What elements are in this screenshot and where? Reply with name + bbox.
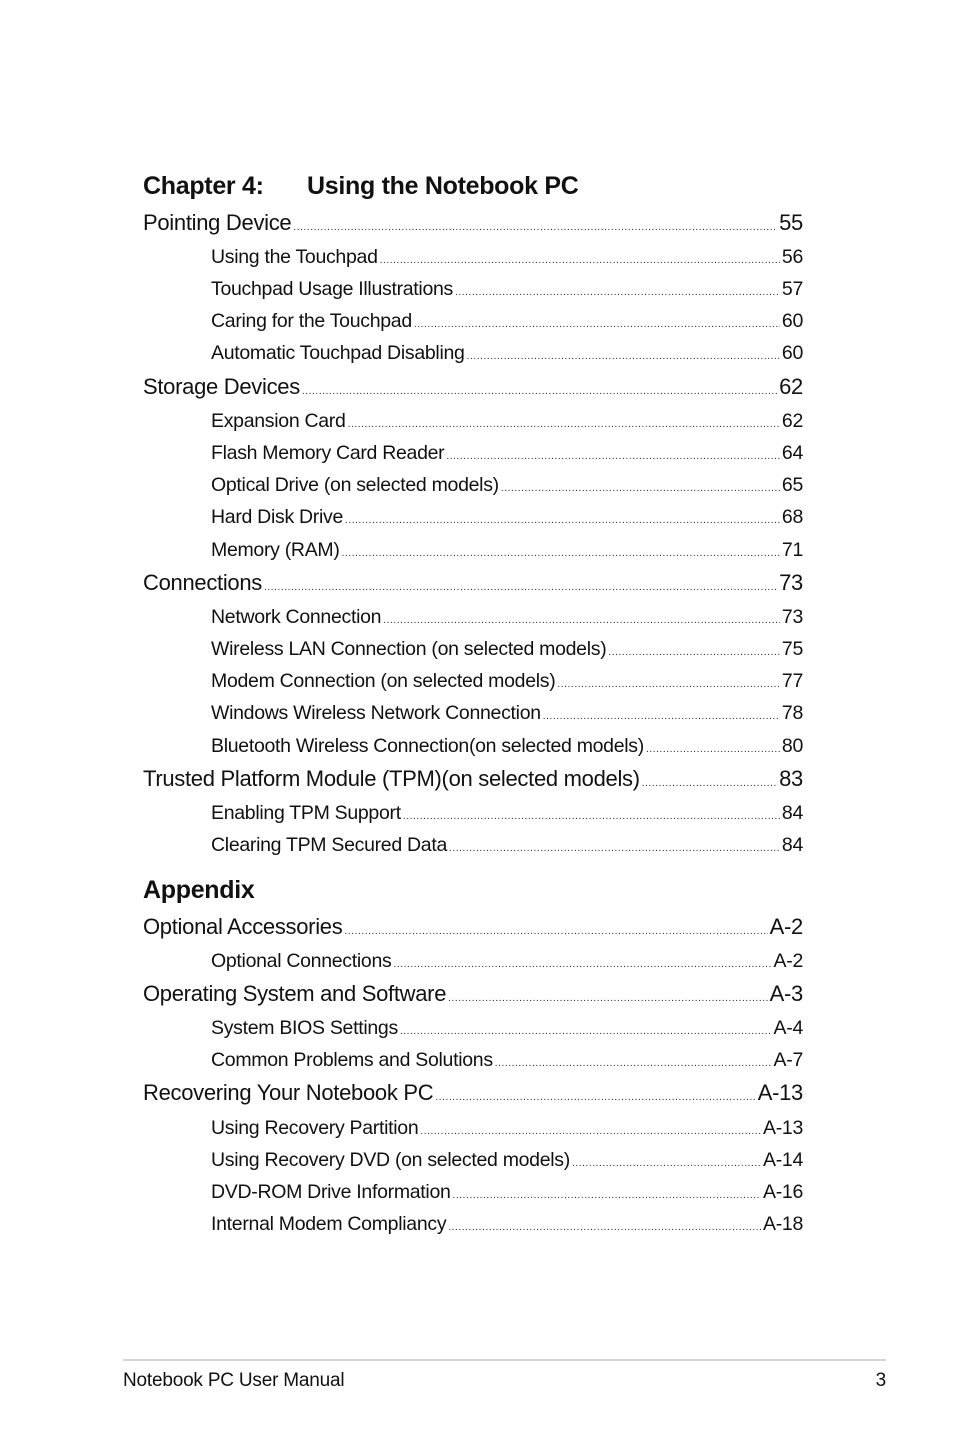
toc-subentry[interactable]	[211, 1146, 803, 1174]
toc-subentry[interactable]	[211, 831, 803, 859]
dot-leader	[501, 475, 780, 503]
dot-leader	[383, 607, 780, 635]
toc-entry-page: A-4	[773, 1017, 803, 1039]
toc-entry-page: 60	[781, 310, 803, 332]
toc-entry-page: A-2	[773, 950, 803, 972]
dot-leader	[420, 1118, 761, 1146]
dot-leader	[448, 1214, 761, 1242]
toc-entry-page: A-3	[769, 981, 803, 1006]
toc-entry-page: 78	[781, 702, 803, 724]
dot-leader	[302, 377, 777, 407]
dot-leader	[495, 1050, 772, 1078]
toc-entry-title: Common Problems and Solutions	[211, 1049, 493, 1071]
toc-entry-title: Using Recovery DVD (on selected models)	[211, 1149, 570, 1171]
toc-entry[interactable]	[143, 764, 803, 794]
toc-entry-page: 80	[781, 735, 803, 757]
toc-subentry[interactable]	[211, 1046, 803, 1074]
chapter-title: Using the Notebook PC	[307, 172, 579, 200]
toc-entry-title: Optional Connections	[211, 950, 392, 972]
toc-entry-title: Internal Modem Compliancy	[211, 1213, 447, 1235]
toc-entry-page: A-13	[757, 1080, 803, 1105]
toc-subentry[interactable]	[211, 799, 803, 827]
toc-entry-page: 71	[781, 539, 803, 561]
chapter-heading	[143, 172, 578, 201]
toc-entry-title: Connections	[143, 570, 262, 595]
dot-leader	[400, 1018, 772, 1046]
dot-leader	[455, 279, 780, 307]
toc-entry-page: 56	[781, 246, 803, 268]
dot-leader	[642, 769, 777, 799]
toc-subentry[interactable]	[211, 947, 803, 975]
toc-entry-page: A-7	[773, 1049, 803, 1071]
footer-page-number: 3	[875, 1370, 886, 1391]
toc-entry-title: Optical Drive (on selected models)	[211, 474, 499, 496]
toc-subentry[interactable]	[211, 699, 803, 727]
toc-entry-title: Enabling TPM Support	[211, 802, 401, 824]
dot-leader	[380, 247, 780, 275]
toc-entry-title: Caring for the Touchpad	[211, 310, 412, 332]
toc-subentry[interactable]	[211, 635, 803, 663]
dot-leader	[608, 639, 780, 667]
toc-entry[interactable]	[143, 912, 803, 942]
dot-leader	[414, 311, 780, 339]
toc-subentry[interactable]	[211, 407, 803, 435]
toc-entry-page: A-16	[763, 1181, 803, 1203]
toc-subentry[interactable]	[211, 667, 803, 695]
toc-entry-page: 62	[781, 410, 803, 432]
appendix-title: Appendix	[143, 876, 255, 904]
toc-entry-title: Optional Accessories	[143, 914, 343, 939]
toc-subentry[interactable]	[211, 275, 803, 303]
toc-subentry[interactable]	[211, 536, 803, 564]
toc-entry-page: 83	[779, 766, 803, 791]
toc-entry-page: 62	[779, 374, 803, 399]
toc-entry-page: 73	[779, 570, 803, 595]
dot-leader	[449, 835, 780, 863]
toc-entry-title: Wireless LAN Connection (on selected models)	[211, 638, 607, 660]
dot-leader	[403, 803, 780, 831]
toc-entry-page: 60	[781, 342, 803, 364]
dot-leader	[264, 573, 777, 603]
dot-leader	[446, 443, 780, 471]
toc-entry-page: 55	[779, 210, 803, 235]
toc-entry-page: A-18	[763, 1213, 803, 1235]
toc-entry-page: 65	[781, 474, 803, 496]
toc-entry-title: Using Recovery Partition	[211, 1117, 419, 1139]
dot-leader	[345, 507, 780, 535]
toc-entry-page: 75	[781, 638, 803, 660]
dot-leader	[293, 213, 777, 243]
toc-subentry[interactable]	[211, 307, 803, 335]
dot-leader	[448, 984, 768, 1014]
toc-entry-title: Memory (RAM)	[211, 539, 340, 561]
toc-entry-title: Clearing TPM Secured Data	[211, 834, 448, 856]
toc-entry-title: Automatic Touchpad Disabling	[211, 342, 465, 364]
toc-entry-title: Bluetooth Wireless Connection(on selected models)	[211, 735, 644, 757]
toc-subentry[interactable]	[211, 1014, 803, 1042]
toc-entry-title: Trusted Platform Module (TPM)(on selected models)	[143, 766, 640, 791]
toc-entry-page: 84	[781, 834, 803, 856]
toc-entry[interactable]	[143, 372, 803, 402]
dot-leader	[393, 951, 771, 979]
dot-leader	[453, 1182, 761, 1210]
toc-entry-page: 57	[781, 278, 803, 300]
toc-entry-title: Expansion Card	[211, 410, 346, 432]
dot-leader	[557, 671, 779, 699]
toc-entry-title: Storage Devices	[143, 374, 300, 399]
toc-subentry[interactable]	[211, 339, 803, 367]
toc-entry[interactable]	[143, 979, 803, 1009]
footer-divider	[123, 1359, 886, 1361]
chapter-number: Chapter 4:	[143, 172, 264, 200]
dot-leader	[572, 1150, 761, 1178]
toc-entry-title: Pointing Device	[143, 210, 292, 235]
toc-subentry[interactable]	[211, 243, 803, 271]
appendix-heading	[143, 876, 255, 905]
toc-entry-title: Network Connection	[211, 606, 382, 628]
toc-entry[interactable]	[143, 568, 803, 598]
toc-subentry[interactable]	[211, 732, 803, 760]
toc-entry-page: A-2	[769, 914, 803, 939]
footer-manual-title: Notebook PC User Manual	[123, 1370, 345, 1391]
dot-leader	[646, 736, 780, 764]
toc-subentry[interactable]	[211, 439, 803, 467]
dot-leader	[467, 343, 780, 371]
toc-entry-page: 73	[781, 606, 803, 628]
toc-entry-page: 64	[781, 442, 803, 464]
toc-entry-title: Operating System and Software	[143, 981, 447, 1006]
toc-subentry[interactable]	[211, 503, 803, 531]
toc-entry-title: Modem Connection (on selected models)	[211, 670, 556, 692]
toc-subentry[interactable]	[211, 603, 803, 631]
dot-leader	[543, 703, 780, 731]
toc-entry-title: Using the Touchpad	[211, 246, 378, 268]
toc-entry-page: 68	[781, 506, 803, 528]
toc-subentry[interactable]	[211, 1210, 803, 1238]
toc-entry-page: 77	[781, 670, 803, 692]
dot-leader	[344, 917, 767, 947]
dot-leader	[342, 540, 780, 568]
toc-subentry[interactable]	[211, 471, 803, 499]
toc-subentry[interactable]	[211, 1178, 803, 1206]
dot-leader	[435, 1083, 755, 1113]
toc-entry[interactable]	[143, 1078, 803, 1108]
toc-entry-title: Recovering Your Notebook PC	[143, 1080, 434, 1105]
toc-entry-title: DVD-ROM Drive Information	[211, 1181, 451, 1203]
toc-entry-page: 84	[781, 802, 803, 824]
toc-entry-title: Windows Wireless Network Connection	[211, 702, 541, 724]
toc-entry-title: System BIOS Settings	[211, 1017, 398, 1039]
toc-entry-title: Touchpad Usage Illustrations	[211, 278, 453, 300]
toc-entry[interactable]	[143, 208, 803, 238]
toc-entry-title: Flash Memory Card Reader	[211, 442, 445, 464]
toc-subentry[interactable]	[211, 1114, 803, 1142]
toc-entry-page: A-13	[763, 1117, 803, 1139]
dot-leader	[348, 411, 780, 439]
toc-entry-title: Hard Disk Drive	[211, 506, 344, 528]
toc-entry-page: A-14	[763, 1149, 803, 1171]
